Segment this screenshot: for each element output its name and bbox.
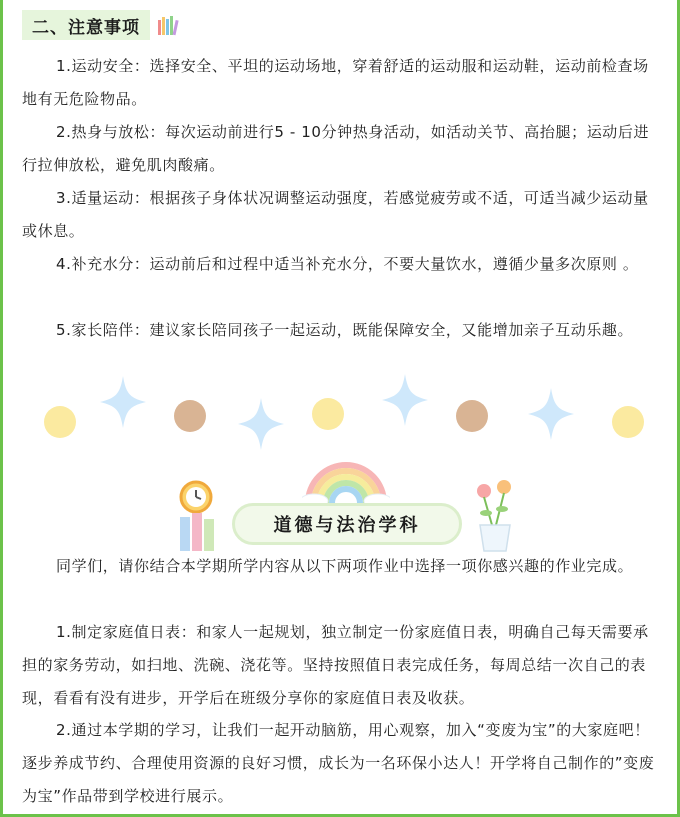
safety-item-5: 5.家长陪伴：建议家长陪同孩子一起运动，既能保障安全，又能增加亲子互动乐趣。 (56, 321, 634, 339)
safety-item-3: 3.适量运动：根据孩子身体状况调整运动强度，若感觉疲劳或不适，可适当减少运动量或休息。 (22, 189, 649, 240)
safety-item-1: 1.运动安全：选择安全、平坦的运动场地，穿着舒适的运动服和运动鞋，运动前检查场地有无危险物品。 (22, 57, 649, 108)
section-header (22, 8, 182, 42)
decorative-divider (0, 370, 680, 450)
rainbow-icon (302, 457, 390, 507)
sparkle-icon (528, 388, 574, 440)
subject-title: 道德与法治学科 (273, 515, 421, 536)
section-title-box (22, 10, 150, 40)
moral-task-2: 2.通过本学期的学习，让我们一起开动脑筋，用心观察，加入“变废为宝”的大家庭吧！逐步养成节约、合理使用资源的良好习惯，成长为一名环保小达人！开学将自己制作的”变废为宝”作品带到学校进行展示。 (22, 721, 655, 805)
brown-dot-icon (456, 400, 488, 432)
yellow-dot-icon (44, 406, 76, 438)
yellow-dot-icon (312, 398, 344, 430)
moral-intro: 同学们，请你结合本学期所学内容从以下两项作业中选择一项你感兴趣的作业完成。 (56, 557, 634, 575)
sparkle-icon (382, 374, 428, 426)
flower-pot-icon (470, 479, 520, 553)
books-icon (156, 14, 182, 36)
yellow-dot-icon (612, 406, 644, 438)
brown-dot-icon (174, 400, 206, 432)
sparkle-icon (100, 376, 146, 428)
section-title: 二、注意事项 (32, 17, 140, 38)
subject-banner (170, 455, 530, 565)
safety-item-4: 4.补充水分：运动前后和过程中适当补充水分，不要大量饮水，遵循少量多次原则 。 (56, 255, 639, 273)
alarm-clock-icon (176, 477, 224, 553)
banner-title-box (232, 503, 462, 545)
moral-task-1: 1.制定家庭值日表：和家人一起规划，独立制定一份家庭值日表，明确自己每天需要承担的家务劳动，如扫地、洗碗、浇花等。坚持按照值日表完成任务，每周总结一次自己的表现，看看有没有进步，开学后在班级分享你的家庭值日表及收获。 (22, 623, 649, 707)
sparkle-icon (238, 398, 284, 450)
safety-item-2: 2.热身与放松：每次运动前进行5 - 10分钟热身活动，如活动关节、高抬腿；运动后进行拉伸放松，避免肌肉酸痛。 (22, 123, 650, 174)
